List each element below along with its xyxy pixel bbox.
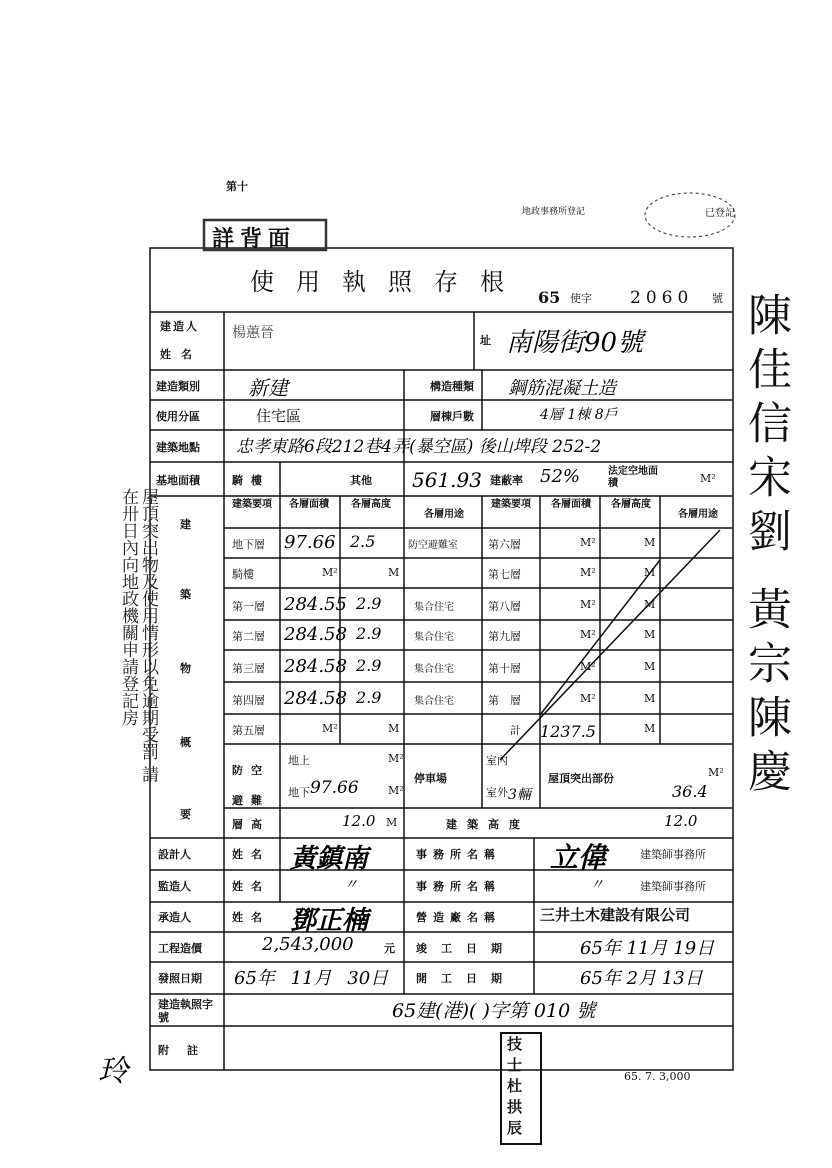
unit-r5-area: M²: [580, 660, 596, 673]
unit-floor-height: M: [386, 816, 398, 829]
supervisor-office: 〃: [590, 877, 604, 893]
floor-label-total: 計: [510, 724, 521, 737]
floor-area-3: 284.58: [284, 656, 347, 677]
contractor-name-label: 姓名: [232, 911, 270, 924]
unit-roof: M²: [708, 766, 724, 779]
site-value: 忠孝東路6段212巷4弄(暴空區) 後山埤段 252-2: [236, 437, 602, 457]
registered-stamp: 已登記: [705, 208, 735, 219]
floor-height-4: 2.9: [356, 688, 382, 707]
supervisor-office-label: 事務所名稱: [416, 880, 501, 893]
unit-r1-height: M: [644, 536, 656, 549]
unit-below: M²: [388, 784, 404, 797]
floor-label-arcade: 騎樓: [232, 568, 254, 581]
footer-print: 65. 7. 3,000: [624, 1070, 691, 1083]
coverage-label: 建蔽率: [490, 474, 523, 487]
parking-label: 停車場: [414, 772, 447, 785]
floor-use-b1: 防空避難室: [408, 540, 458, 551]
use-zone-label: 使用分區: [156, 410, 200, 423]
address-value: 南陽街90號: [506, 328, 644, 358]
unit-r4-area: M²: [580, 628, 596, 641]
right-margin-chars: 陳佳信宋劉 黃宗陳慶: [740, 292, 791, 802]
issue-label: 發照日期: [158, 972, 202, 985]
unit-f5-height: M: [388, 722, 400, 735]
bldg-label-4: 概: [180, 736, 191, 749]
floor-area-b1: 97.66: [284, 532, 336, 553]
unit-r3-area: M²: [580, 598, 596, 611]
technician-stamp: [500, 1032, 542, 1145]
stamp-top: 第十: [226, 180, 248, 193]
floor-area-4: 284.58: [284, 688, 347, 709]
unit-arcade-height: M: [388, 566, 400, 579]
bldg-label-2: 築: [180, 588, 191, 601]
other-label: 其他: [350, 474, 372, 487]
other-value: 561.93: [412, 468, 482, 492]
floor-label-5: 第五層: [232, 724, 265, 737]
start-label: 開工日期: [416, 972, 516, 985]
floor-height-b1: 2.5: [350, 532, 376, 551]
build-category-label: 建造類別: [156, 380, 200, 393]
designer-office-label: 事務所名稱: [416, 848, 501, 861]
roof-label: 屋頂突出部份: [548, 772, 614, 785]
floor-label-10: 第十層: [488, 662, 521, 675]
floor-area-1: 284.55: [284, 594, 347, 615]
floor-use-4: 集合住宅: [414, 696, 454, 707]
floor-label-9: 第九層: [488, 630, 521, 643]
statutory-label: 法定空地面積: [608, 466, 658, 489]
permit-number: 2060: [630, 288, 694, 308]
col-header-area: 各層面積: [289, 499, 329, 510]
permit-suffix: 號: [712, 292, 723, 305]
base-area-label: 基地面積: [156, 474, 200, 487]
structure-label: 構造種類: [430, 380, 474, 393]
floor-use-2: 集合住宅: [414, 632, 454, 643]
unit-above: M²: [388, 752, 404, 765]
supervisor-name: 〃: [344, 877, 358, 893]
outdoor-value: 3輛: [508, 787, 531, 803]
above-label: 地上: [288, 754, 310, 767]
structure-value: 鋼筋混凝土造: [508, 378, 616, 399]
designer-license: 建築師事務所: [640, 848, 706, 861]
col-header-height: 各層高度: [351, 499, 391, 510]
building-height-value: 12.0: [664, 812, 698, 830]
complete-label: 竣工日期: [416, 942, 516, 955]
owner-name-label: 姓名: [160, 348, 202, 361]
contractor-label: 承造人: [158, 911, 191, 924]
site-label: 建築地點: [156, 441, 200, 454]
indoor-label: 室內: [486, 754, 508, 767]
contractor-firm: 三井土木建設有限公司: [540, 906, 691, 924]
supervisor-name-label: 姓名: [232, 880, 270, 893]
col-header-height-r: 各層高度: [611, 499, 651, 510]
designer-name: 黃鎮南: [290, 844, 369, 874]
unit-r1-area: M²: [580, 536, 596, 549]
outdoor-label: 室外: [486, 786, 508, 799]
cost-unit: 元: [384, 942, 395, 955]
floor-height-value: 12.0: [342, 812, 376, 830]
technician-stamp-text: 技士杜拱辰: [505, 1036, 523, 1141]
col-header-area-r: 各層面積: [551, 499, 591, 510]
unit-r4-height: M: [644, 628, 656, 641]
floor-height-1: 2.9: [356, 594, 382, 613]
issue-value: 65年 11月 30日: [234, 968, 389, 989]
use-zone-value: 住宅區: [256, 407, 302, 425]
floors-value: 4層 1棟 8戶: [540, 407, 618, 423]
left-margin-note: 屋頂突出物及使用情形以免逾期受罰 請在卅日內向地政機關申請登記房: [118, 488, 158, 783]
floor-use-1: 集合住宅: [414, 602, 454, 613]
below-value: 97.66: [310, 778, 359, 798]
supervisor-license: 建築師事務所: [640, 880, 706, 893]
floor-label-8: 第八層: [488, 600, 521, 613]
floor-label-2: 第二層: [232, 630, 265, 643]
supervisor-label: 監造人: [158, 880, 191, 893]
bldg-label-1: 建: [180, 518, 191, 531]
building-height-label: 建築高度: [446, 818, 530, 831]
owner-label: 建造人: [160, 320, 199, 333]
cost-label: 工程造價: [158, 942, 202, 955]
build-permit-label: 建造執照字號: [158, 998, 213, 1024]
owner-value: 楊蕙晉: [232, 325, 274, 341]
floor-label-b1: 地下層: [232, 538, 265, 551]
floor-area-2: 284.58: [284, 624, 347, 645]
build-category-value: 新建: [248, 376, 288, 400]
left-bottom-sign: 玲: [98, 1054, 128, 1089]
detail-back-label: 詳背面: [212, 226, 297, 252]
col-header-item: 建築要項: [232, 499, 272, 510]
designer-label: 設計人: [158, 848, 191, 861]
floor-height-2: 2.9: [356, 624, 382, 643]
permit-year: 65: [538, 288, 561, 307]
registry-stamp: 地政事務所登記: [522, 207, 586, 217]
bldg-label-5: 要: [180, 808, 191, 821]
unit-r3-height: M: [644, 598, 656, 611]
floor-label-n: 第 層: [488, 694, 521, 707]
floor-label-4: 第四層: [232, 694, 265, 707]
floor-height-3: 2.9: [356, 656, 382, 675]
unit-r5-height: M: [644, 660, 656, 673]
col-header-use-r: 各層用途: [678, 509, 718, 520]
unit-r2-height: M: [644, 566, 656, 579]
unit-r7-height: M: [644, 722, 656, 735]
permit-word: 使字: [570, 292, 592, 305]
unit-r2-area: M²: [580, 566, 596, 579]
floor-use-3: 集合住宅: [414, 664, 454, 675]
floor-label-6: 第六層: [488, 538, 521, 551]
arcade-label: 騎樓: [232, 474, 270, 487]
contractor-name: 鄧正楠: [290, 906, 369, 936]
start-value: 65年 2月 13日: [580, 968, 703, 989]
floor-label-3: 第三層: [232, 662, 265, 675]
form-title: 使用執照存根: [250, 268, 526, 296]
col-header-item-r: 建築要項: [491, 499, 531, 510]
complete-value: 65年 11月 19日: [580, 938, 715, 959]
coverage-value: 52%: [540, 466, 581, 487]
floor-label-1: 第一層: [232, 600, 265, 613]
unit-arcade-area: M²: [322, 566, 338, 579]
build-permit-value: 65建(港)( )字第 010 號: [392, 1000, 596, 1022]
floor-label-7: 第七層: [488, 568, 521, 581]
bldg-label-3: 物: [180, 662, 191, 675]
unit-f5-area: M²: [322, 722, 338, 735]
note-label: 附註: [158, 1044, 216, 1057]
roof-value: 36.4: [672, 782, 708, 801]
designer-office: 立偉: [550, 841, 607, 874]
shelter-label: 防空避難: [232, 764, 270, 807]
unit-r6-height: M: [644, 692, 656, 705]
total-value: 1237.5: [540, 722, 596, 741]
address-label: 址: [480, 334, 491, 347]
statutory-unit: M²: [700, 472, 716, 485]
designer-name-label: 姓名: [232, 848, 270, 861]
floors-label: 層棟戶數: [430, 410, 474, 423]
floor-height-label: 層高: [232, 818, 270, 831]
col-header-use: 各層用途: [424, 509, 464, 520]
cost-value: 2,543,000: [262, 934, 354, 955]
contractor-firm-label: 營造廠名稱: [416, 911, 501, 924]
unit-r6-area: M²: [580, 692, 596, 705]
below-label: 地下: [288, 786, 310, 799]
